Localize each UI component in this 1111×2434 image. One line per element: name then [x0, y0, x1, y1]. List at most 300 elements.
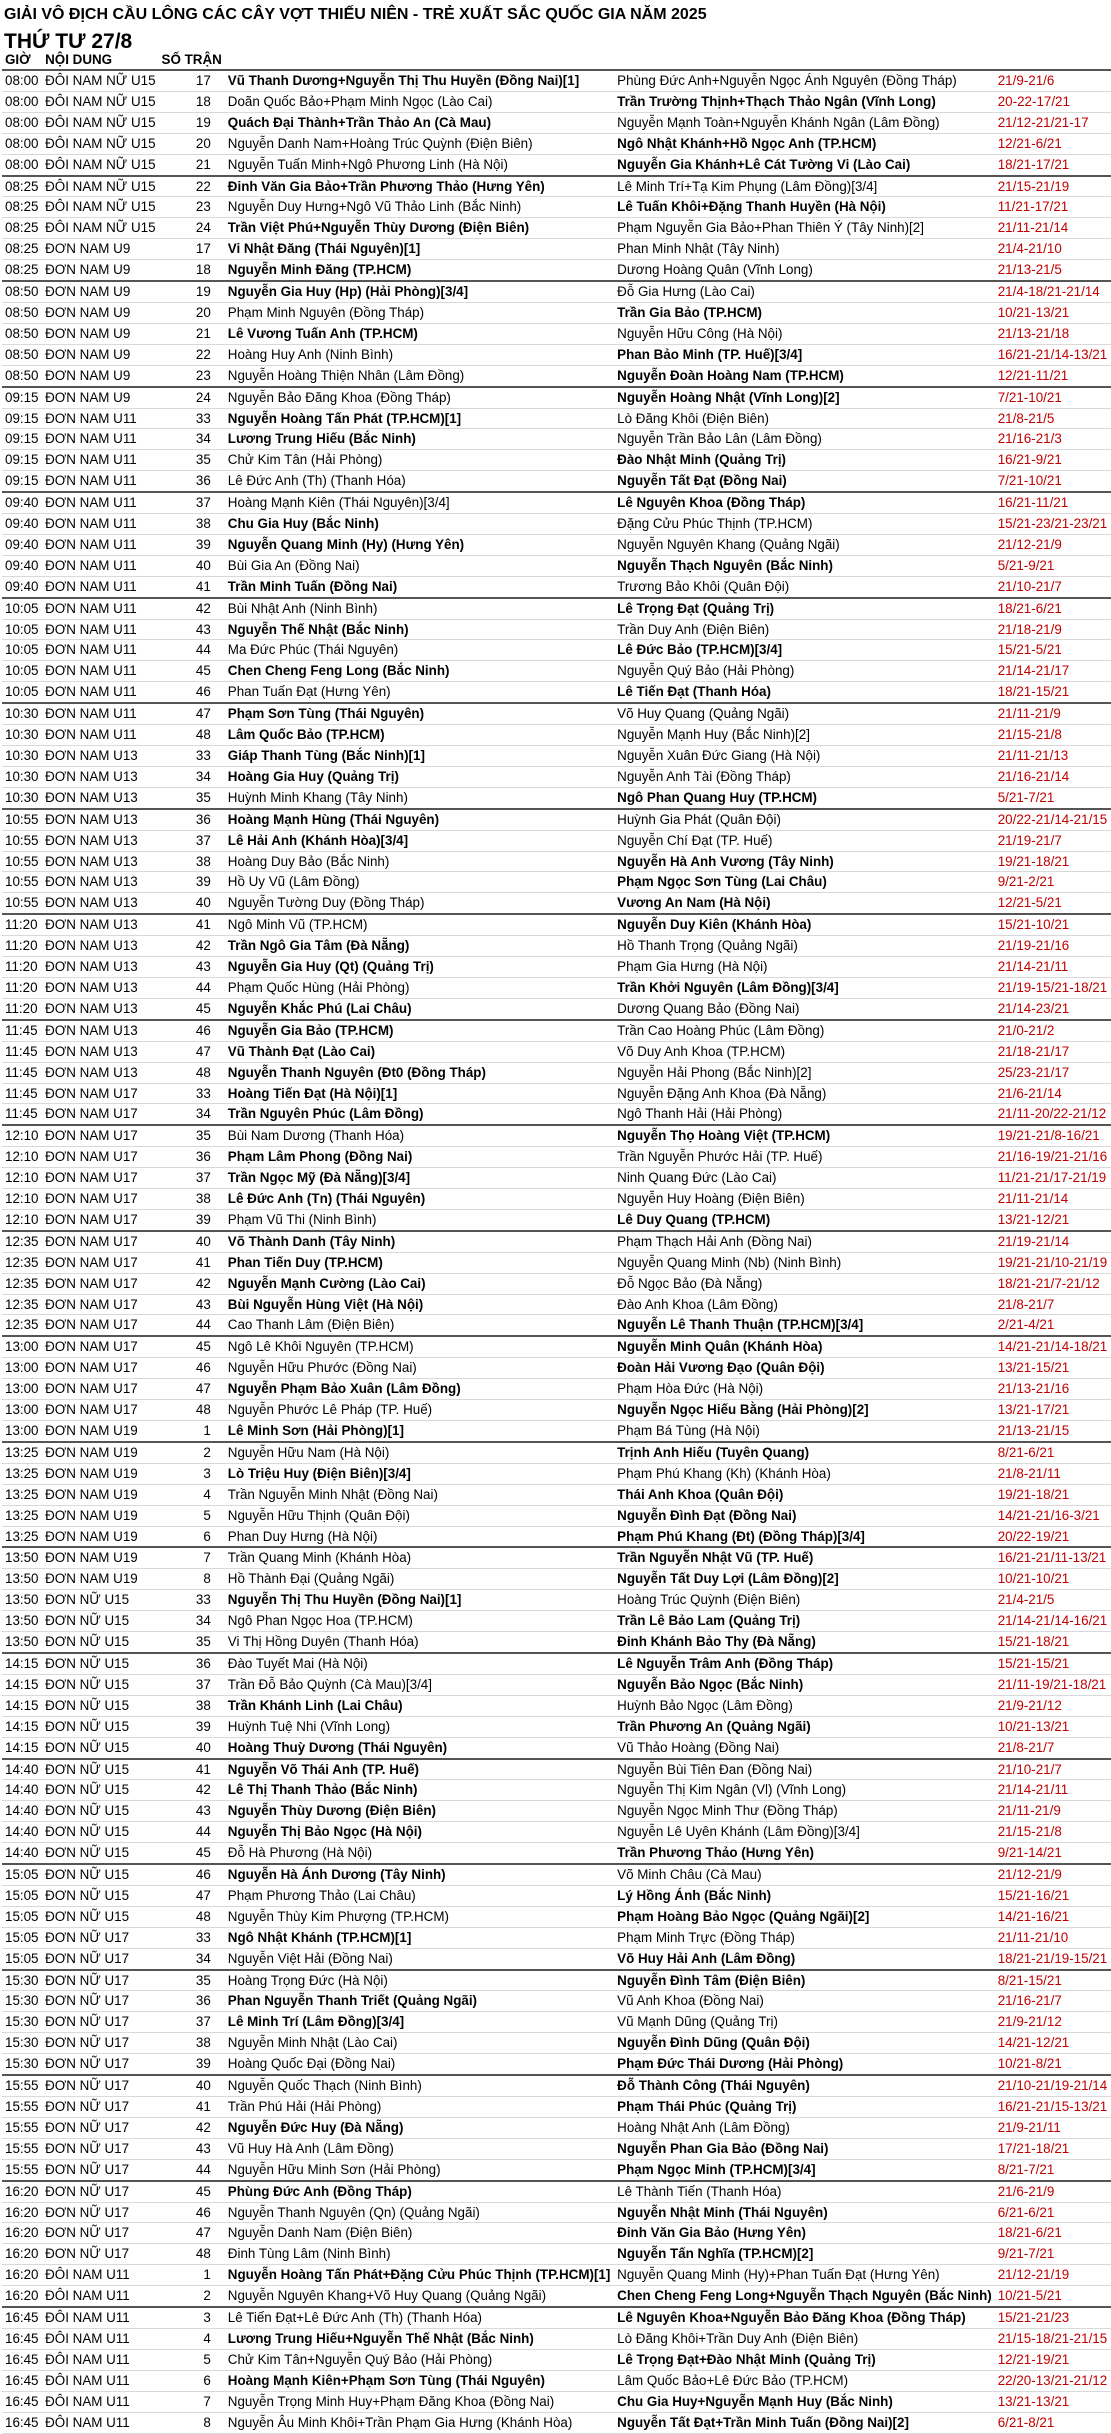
match-row [2, 725, 1111, 746]
match-time: 13:00 [2, 1421, 42, 1442]
player-2: Nguyễn Tất Duy Lợi (Lâm Đồng)[2] [614, 1569, 995, 1590]
player-2: Trần Phương Thảo (Hưng Yên) [614, 1843, 995, 1864]
match-event: ĐƠN NAM U17 [42, 1358, 158, 1379]
player-1: Trần Ngọc Mỹ (Đà Nẵng)[3/4] [225, 1168, 614, 1189]
player-1: Chu Gia Huy (Bắc Ninh) [225, 514, 614, 535]
match-event: ĐƠN NỮ U15 [42, 1801, 158, 1822]
match-score: 21/15-21/19 [995, 176, 1111, 197]
match-event: ĐƠN NAM U11 [42, 640, 158, 661]
match-number: 48 [159, 2244, 225, 2265]
header-match-number: SỐ TRẬN [159, 51, 225, 70]
header-time: GIỜ [2, 51, 42, 70]
match-number: 48 [159, 725, 225, 746]
match-score: 20-22-17/21 [995, 91, 1111, 112]
match-number: 33 [159, 1083, 225, 1104]
match-score: 15/21-5/21 [995, 640, 1111, 661]
match-row [2, 2033, 1111, 2054]
match-time: 08:00 [2, 91, 42, 112]
match-time: 10:30 [2, 746, 42, 767]
match-time: 11:20 [2, 957, 42, 978]
player-2: Lê Tuấn Khôi+Đặng Thanh Huyền (Hà Nội) [614, 197, 995, 218]
player-2: Nguyễn Quang Minh (Hy)+Phan Tuấn Đạt (Hưng Yên) [614, 2265, 995, 2286]
match-number: 17 [159, 239, 225, 260]
match-score: 21/4-21/10 [995, 239, 1111, 260]
player-1: Lương Trung Hiếu+Nguyễn Thế Nhật (Bắc Ninh) [225, 2328, 614, 2349]
player-2: Phùng Đức Anh+Nguyễn Ngọc Ánh Nguyên (Đồng Tháp) [614, 70, 995, 91]
match-time: 14:40 [2, 1780, 42, 1801]
match-score: 13/21-12/21 [995, 1209, 1111, 1230]
match-time: 15:05 [2, 1864, 42, 1885]
match-time: 12:35 [2, 1252, 42, 1273]
player-1: Nguyễn Hoàng Thiện Nhân (Lâm Đồng) [225, 365, 614, 386]
match-event: ĐƠN NAM U11 [42, 450, 158, 471]
match-event: ĐƠN NỮ U15 [42, 1822, 158, 1843]
match-time: 15:05 [2, 1885, 42, 1906]
match-event: ĐƠN NỮ U15 [42, 1653, 158, 1674]
player-1: Nguyễn Thanh Nguyên (Qn) (Quảng Ngãi) [225, 2202, 614, 2223]
match-event: ĐƠN NAM U19 [42, 1547, 158, 1568]
match-number: 45 [159, 1336, 225, 1357]
match-row [2, 1421, 1111, 1442]
match-number: 5 [159, 1505, 225, 1526]
match-score: 20/22-21/14-21/15 [995, 809, 1111, 830]
player-1: Nguyễn Âu Minh Khôi+Trần Phạm Gia Hưng (Khánh Hòa) [225, 2412, 614, 2433]
player-2: Ngô Nhật Khánh+Hồ Ngọc Anh (TP.HCM) [614, 133, 995, 154]
match-number: 37 [159, 1168, 225, 1189]
match-row [2, 1442, 1111, 1463]
match-row [2, 239, 1111, 260]
player-2: Trần Trường Thịnh+Thạch Thảo Ngân (Vĩnh Long) [614, 91, 995, 112]
match-row [2, 1168, 1111, 1189]
match-number: 35 [159, 1632, 225, 1653]
player-1: Vi Thị Hồng Duyên (Thanh Hóa) [225, 1632, 614, 1653]
match-event: ĐƠN NAM U17 [42, 1315, 158, 1336]
match-row [2, 1315, 1111, 1336]
player-2: Phạm Ngọc Sơn Tùng (Lai Châu) [614, 872, 995, 893]
match-number: 24 [159, 387, 225, 408]
match-number: 47 [159, 1041, 225, 1062]
player-2: Nguyễn Thị Kim Ngân (Vl) (Vĩnh Long) [614, 1780, 995, 1801]
match-event: ĐƠN NỮ U15 [42, 1716, 158, 1737]
player-2: Phạm Bá Tùng (Hà Nội) [614, 1421, 995, 1442]
match-number: 42 [159, 598, 225, 619]
match-time: 13:00 [2, 1400, 42, 1421]
match-time: 13:25 [2, 1484, 42, 1505]
player-1: Trần Minh Tuấn (Đồng Nai) [225, 576, 614, 597]
player-1: Hoàng Mạnh Kiên (Thái Nguyên)[3/4] [225, 492, 614, 513]
player-1: Lê Đức Anh (Tn) (Thái Nguyên) [225, 1189, 614, 1210]
player-2: Nguyễn Hải Phong (Bắc Ninh)[2] [614, 1062, 995, 1083]
match-number: 37 [159, 2012, 225, 2033]
player-1: Nguyễn Thế Nhật (Bắc Ninh) [225, 619, 614, 640]
match-score: 10/21-13/21 [995, 1716, 1111, 1737]
match-score: 21/6-21/14 [995, 1083, 1111, 1104]
match-number: 47 [159, 1379, 225, 1400]
match-row [2, 936, 1111, 957]
match-score: 21/8-21/11 [995, 1463, 1111, 1484]
player-1: Nguyễn Đức Huy (Đà Nẵng) [225, 2117, 614, 2138]
player-2: Phạm Gia Hưng (Hà Nội) [614, 957, 995, 978]
player-2: Đỗ Ngọc Bảo (Đà Nẵng) [614, 1273, 995, 1294]
match-score: 21/10-21/7 [995, 1759, 1111, 1780]
player-1: Nguyễn Trọng Minh Huy+Phạm Đăng Khoa (Đồng Nai) [225, 2391, 614, 2412]
player-2: Trần Gia Bảo (TP.HCM) [614, 302, 995, 323]
match-time: 12:35 [2, 1273, 42, 1294]
match-time: 08:25 [2, 260, 42, 281]
player-1: Phan Nguyễn Thanh Triết (Quảng Ngãi) [225, 1991, 614, 2012]
match-number: 47 [159, 1885, 225, 1906]
match-score: 14/21-16/21 [995, 1906, 1111, 1927]
match-number: 34 [159, 429, 225, 450]
match-row [2, 2370, 1111, 2391]
match-score: 21/0-21/2 [995, 1020, 1111, 1041]
match-time: 15:05 [2, 1927, 42, 1948]
player-1: Chử Kim Tân (Hải Phòng) [225, 450, 614, 471]
match-score: 21/13-21/15 [995, 1421, 1111, 1442]
player-1: Nguyễn Phạm Bảo Xuân (Lâm Đồng) [225, 1379, 614, 1400]
player-1: Hoàng Mạnh Kiên+Phạm Sơn Tùng (Thái Nguyên) [225, 2370, 614, 2391]
match-time: 10:55 [2, 893, 42, 914]
match-number: 45 [159, 661, 225, 682]
player-1: Trần Ngô Gia Tâm (Đà Nẵng) [225, 936, 614, 957]
player-1: Vi Nhật Đăng (Thái Nguyên)[1] [225, 239, 614, 260]
match-number: 6 [159, 1526, 225, 1547]
match-event: ĐƠN NAM U9 [42, 302, 158, 323]
match-row [2, 682, 1111, 703]
match-event: ĐƠN NỮ U17 [42, 2097, 158, 2118]
match-event: ĐƠN NỮ U15 [42, 1737, 158, 1758]
match-event: ĐƠN NAM U13 [42, 830, 158, 851]
match-row [2, 387, 1111, 408]
match-row [2, 1463, 1111, 1484]
match-number: 33 [159, 1927, 225, 1948]
match-number: 33 [159, 1590, 225, 1611]
match-score: 21/19-21/14 [995, 1231, 1111, 1252]
player-1: Vũ Thành Đạt (Lào Cai) [225, 1041, 614, 1062]
match-row [2, 70, 1111, 91]
match-score: 5/21-7/21 [995, 787, 1111, 808]
match-number: 40 [159, 2075, 225, 2096]
match-row [2, 1948, 1111, 1969]
player-1: Bùi Nam Dương (Thanh Hóa) [225, 1125, 614, 1146]
match-event: ĐƠN NAM U11 [42, 725, 158, 746]
match-score: 21/19-21/7 [995, 830, 1111, 851]
player-1: Nguyễn Thị Thu Huyền (Đồng Nai)[1] [225, 1590, 614, 1611]
match-score: 14/21-21/14-18/21 [995, 1336, 1111, 1357]
player-2: Phạm Nguyễn Gia Bảo+Phan Thiên Ý (Tây Ninh)[2] [614, 218, 995, 239]
player-1: Nguyễn Tường Duy (Đồng Tháp) [225, 893, 614, 914]
player-2: Nguyễn Minh Quân (Khánh Hòa) [614, 1336, 995, 1357]
match-row [2, 2223, 1111, 2244]
match-time: 15:55 [2, 2097, 42, 2118]
match-number: 2 [159, 1442, 225, 1463]
header-row [2, 51, 1111, 70]
match-row [2, 872, 1111, 893]
match-number: 37 [159, 1674, 225, 1695]
match-score: 21/11-21/14 [995, 218, 1111, 239]
player-1: Phan Tuấn Đạt (Hưng Yên) [225, 682, 614, 703]
match-time: 14:40 [2, 1801, 42, 1822]
match-time: 12:10 [2, 1147, 42, 1168]
match-score: 21/13-21/16 [995, 1379, 1111, 1400]
player-2: Nguyễn Nguyên Khang (Quảng Ngãi) [614, 534, 995, 555]
match-event: ĐƠN NAM U9 [42, 323, 158, 344]
match-event: ĐƠN NỮ U17 [42, 2075, 158, 2096]
match-time: 15:30 [2, 2054, 42, 2075]
schedule-body [2, 51, 1111, 2433]
player-2: Đinh Khánh Bảo Thy (Đà Nẵng) [614, 1632, 995, 1653]
match-event: ĐƠN NỮ U15 [42, 1885, 158, 1906]
match-time: 16:20 [2, 2286, 42, 2307]
match-row [2, 1484, 1111, 1505]
player-2: Nguyễn Đoàn Hoàng Nam (TP.HCM) [614, 365, 995, 386]
match-event: ĐƠN NỮ U15 [42, 1674, 158, 1695]
player-2: Phạm Hòa Đức (Hà Nội) [614, 1379, 995, 1400]
match-event: ĐƠN NỮ U15 [42, 1632, 158, 1653]
match-number: 48 [159, 1062, 225, 1083]
match-score: 21/4-18/21-21/14 [995, 281, 1111, 302]
match-time: 12:10 [2, 1168, 42, 1189]
match-score: 17/21-18/21 [995, 2138, 1111, 2159]
player-1: Lâm Quốc Bảo (TP.HCM) [225, 725, 614, 746]
match-row [2, 2054, 1111, 2075]
player-2: Phạm Thái Phúc (Quảng Trị) [614, 2097, 995, 2118]
match-event: ĐƠN NAM U17 [42, 1125, 158, 1146]
player-1: Nguyễn Tuấn Minh+Ngô Phương Linh (Hà Nội) [225, 154, 614, 175]
match-row [2, 1611, 1111, 1632]
match-time: 13:25 [2, 1463, 42, 1484]
match-score: 15/21-16/21 [995, 1885, 1111, 1906]
match-row [2, 2075, 1111, 2096]
match-number: 39 [159, 1209, 225, 1230]
match-score: 12/21-5/21 [995, 893, 1111, 914]
match-score: 6/21-8/21 [995, 2412, 1111, 2433]
match-number: 40 [159, 893, 225, 914]
match-event: ĐƠN NAM U13 [42, 977, 158, 998]
player-1: Phạm Minh Nguyên (Đồng Tháp) [225, 302, 614, 323]
match-time: 11:45 [2, 1062, 42, 1083]
match-time: 15:55 [2, 2075, 42, 2096]
match-number: 35 [159, 450, 225, 471]
match-event: ĐƠN NAM U9 [42, 365, 158, 386]
player-1: Nguyễn Gia Huy (Hp) (Hải Phòng)[3/4] [225, 281, 614, 302]
match-score: 11/21-21/17-21/19 [995, 1168, 1111, 1189]
header-player-1 [225, 51, 614, 70]
match-event: ĐƠN NỮ U17 [42, 2181, 158, 2202]
player-2: Đào Anh Khoa (Lâm Đồng) [614, 1294, 995, 1315]
match-event: ĐƠN NAM U17 [42, 1147, 158, 1168]
player-2: Nguyễn Bùi Tiên Đan (Đồng Nai) [614, 1759, 995, 1780]
match-score: 21/18-21/9 [995, 619, 1111, 640]
match-score: 21/15-21/8 [995, 725, 1111, 746]
match-row [2, 1505, 1111, 1526]
match-event: ĐƠN NAM U13 [42, 893, 158, 914]
match-time: 14:40 [2, 1822, 42, 1843]
match-event: ĐƠN NỮ U15 [42, 1611, 158, 1632]
match-event: ĐƠN NAM U11 [42, 408, 158, 429]
match-number: 47 [159, 703, 225, 724]
match-time: 09:15 [2, 429, 42, 450]
match-time: 14:40 [2, 1843, 42, 1864]
match-time: 09:40 [2, 514, 42, 535]
match-row [2, 1780, 1111, 1801]
match-time: 08:50 [2, 302, 42, 323]
match-event: ĐƠN NỮ U17 [42, 2244, 158, 2265]
match-row [2, 471, 1111, 492]
match-number: 35 [159, 1970, 225, 1991]
match-score: 18/21-15/21 [995, 682, 1111, 703]
match-time: 10:05 [2, 640, 42, 661]
match-row [2, 893, 1111, 914]
match-time: 10:55 [2, 830, 42, 851]
match-number: 39 [159, 872, 225, 893]
match-event: ĐƠN NỮ U15 [42, 1780, 158, 1801]
player-1: Hoàng Trọng Đức (Hà Nội) [225, 1970, 614, 1991]
match-event: ĐÔI NAM U11 [42, 2265, 158, 2286]
match-event: ĐƠN NỮ U15 [42, 1843, 158, 1864]
match-event: ĐƠN NAM U17 [42, 1379, 158, 1400]
match-number: 39 [159, 2054, 225, 2075]
player-2: Phan Bảo Minh (TP. Huế)[3/4] [614, 344, 995, 365]
match-number: 39 [159, 534, 225, 555]
player-1: Nguyễn Minh Đăng (TP.HCM) [225, 260, 614, 281]
player-1: Lê Minh Sơn (Hải Phòng)[1] [225, 1421, 614, 1442]
player-1: Đỗ Hà Phương (Hà Nội) [225, 1843, 614, 1864]
player-2: Nguyễn Ngọc Minh Thư (Đồng Tháp) [614, 1801, 995, 1822]
match-event: ĐƠN NAM U13 [42, 1020, 158, 1041]
player-1: Ngô Lê Khôi Nguyên (TP.HCM) [225, 1336, 614, 1357]
player-1: Nguyễn Danh Nam+Hoàng Trúc Quỳnh (Điện Biên) [225, 133, 614, 154]
player-2: Đỗ Gia Hưng (Lào Cai) [614, 281, 995, 302]
player-2: Nguyễn Ngọc Hiếu Bằng (Hải Phòng)[2] [614, 1400, 995, 1421]
match-row [2, 1125, 1111, 1146]
match-number: 40 [159, 1737, 225, 1758]
match-row [2, 703, 1111, 724]
match-time: 12:10 [2, 1125, 42, 1146]
header-score [995, 51, 1111, 70]
match-score: 21/11-21/9 [995, 703, 1111, 724]
match-event: ĐÔI NAM NỮ U15 [42, 91, 158, 112]
match-time: 11:20 [2, 977, 42, 998]
match-number: 45 [159, 1843, 225, 1864]
match-event: ĐƠN NAM U11 [42, 534, 158, 555]
match-number: 36 [159, 1991, 225, 2012]
match-row [2, 429, 1111, 450]
player-1: Lê Thị Thanh Thảo (Bắc Ninh) [225, 1780, 614, 1801]
match-score: 21/13-21/5 [995, 260, 1111, 281]
match-score: 21/12-21/9 [995, 1864, 1111, 1885]
match-score: 12/21-6/21 [995, 133, 1111, 154]
match-number: 42 [159, 1780, 225, 1801]
match-number: 41 [159, 1759, 225, 1780]
match-number: 36 [159, 471, 225, 492]
player-2: Ngô Thanh Hải (Hải Phòng) [614, 1104, 995, 1125]
player-1: Nguyễn Hữu Thịnh (Quân Đội) [225, 1505, 614, 1526]
player-1: Lê Đức Anh (Th) (Thanh Hóa) [225, 471, 614, 492]
player-2: Vũ Mạnh Dũng (Quảng Trị) [614, 2012, 995, 2033]
match-score: 21/12-21/19 [995, 2265, 1111, 2286]
match-row [2, 766, 1111, 787]
match-number: 35 [159, 1125, 225, 1146]
match-number: 38 [159, 2033, 225, 2054]
player-1: Lò Triệu Huy (Điện Biên)[3/4] [225, 1463, 614, 1484]
match-row [2, 2181, 1111, 2202]
player-1: Hoàng Thuỳ Dương (Thái Nguyên) [225, 1737, 614, 1758]
player-2: Phan Minh Nhật (Tây Ninh) [614, 239, 995, 260]
player-1: Nguyễn Việt Hải (Đồng Nai) [225, 1948, 614, 1969]
match-row [2, 1695, 1111, 1716]
tournament-title: GIẢI VÔ ĐỊCH CẦU LÔNG CÁC CÂY VỢT THIẾU NIÊN - TRẺ XUẤT SẮC QUỐC GIA NĂM 2025 [4, 6, 707, 23]
match-score: 21/19-15/21-18/21 [995, 977, 1111, 998]
player-2: Lê Trọng Đạt (Quảng Trị) [614, 598, 995, 619]
player-2: Phạm Ngọc Minh (TP.HCM)[3/4] [614, 2159, 995, 2180]
match-number: 41 [159, 2097, 225, 2118]
player-1: Nguyễn Danh Nam (Điện Biên) [225, 2223, 614, 2244]
match-event: ĐƠN NAM U13 [42, 746, 158, 767]
match-number: 21 [159, 323, 225, 344]
day-heading: THỨ TƯ 27/8 [4, 30, 133, 53]
match-row [2, 914, 1111, 935]
player-2: Ngô Phan Quang Huy (TP.HCM) [614, 787, 995, 808]
match-number: 44 [159, 640, 225, 661]
player-2: Nguyễn Hữu Công (Hà Nội) [614, 323, 995, 344]
match-number: 43 [159, 1801, 225, 1822]
match-number: 17 [159, 70, 225, 91]
match-time: 11:20 [2, 914, 42, 935]
match-time: 08:25 [2, 176, 42, 197]
player-2: Lê Nguyễn Trâm Anh (Đồng Tháp) [614, 1653, 995, 1674]
match-row [2, 2391, 1111, 2412]
match-row [2, 218, 1111, 239]
match-number: 44 [159, 2159, 225, 2180]
match-score: 8/21-6/21 [995, 1442, 1111, 1463]
match-time: 13:00 [2, 1379, 42, 1400]
match-score: 21/14-21/17 [995, 661, 1111, 682]
match-event: ĐƠN NỮ U17 [42, 2012, 158, 2033]
match-event: ĐƠN NỮ U15 [42, 1590, 158, 1611]
match-number: 45 [159, 998, 225, 1019]
match-row [2, 1906, 1111, 1927]
match-number: 40 [159, 1231, 225, 1252]
player-2: Phạm Thạch Hải Anh (Đồng Nai) [614, 1231, 995, 1252]
match-row [2, 1590, 1111, 1611]
match-score: 9/21-2/21 [995, 872, 1111, 893]
match-event: ĐƠN NAM U17 [42, 1252, 158, 1273]
player-1: Bùi Nguyễn Hùng Việt (Hà Nội) [225, 1294, 614, 1315]
match-score: 9/21-7/21 [995, 2244, 1111, 2265]
player-1: Nguyễn Thùy Dương (Điện Biên) [225, 1801, 614, 1822]
player-1: Nguyễn Duy Hưng+Ngô Vũ Thảo Linh (Bắc Ninh) [225, 197, 614, 218]
match-row [2, 1041, 1111, 1062]
match-event: ĐƠN NỮ U17 [42, 2033, 158, 2054]
match-number: 44 [159, 1822, 225, 1843]
match-number: 43 [159, 1294, 225, 1315]
match-event: ĐÔI NAM NỮ U15 [42, 154, 158, 175]
match-score: 21/9-21/11 [995, 2117, 1111, 2138]
match-number: 48 [159, 1400, 225, 1421]
match-number: 33 [159, 746, 225, 767]
player-2: Chen Cheng Feng Long+Nguyễn Thạch Nguyên (Bắc Ninh) [614, 2286, 995, 2307]
player-1: Nguyễn Mạnh Cường (Lào Cai) [225, 1273, 614, 1294]
player-2: Lê Đức Bảo (TP.HCM)[3/4] [614, 640, 995, 661]
player-2: Nguyễn Đình Dũng (Quân Đội) [614, 2033, 995, 2054]
match-time: 09:15 [2, 450, 42, 471]
match-event: ĐÔI NAM U11 [42, 2328, 158, 2349]
match-score: 19/21-21/8-16/21 [995, 1125, 1111, 1146]
match-time: 13:50 [2, 1590, 42, 1611]
match-number: 37 [159, 830, 225, 851]
match-row [2, 1231, 1111, 1252]
